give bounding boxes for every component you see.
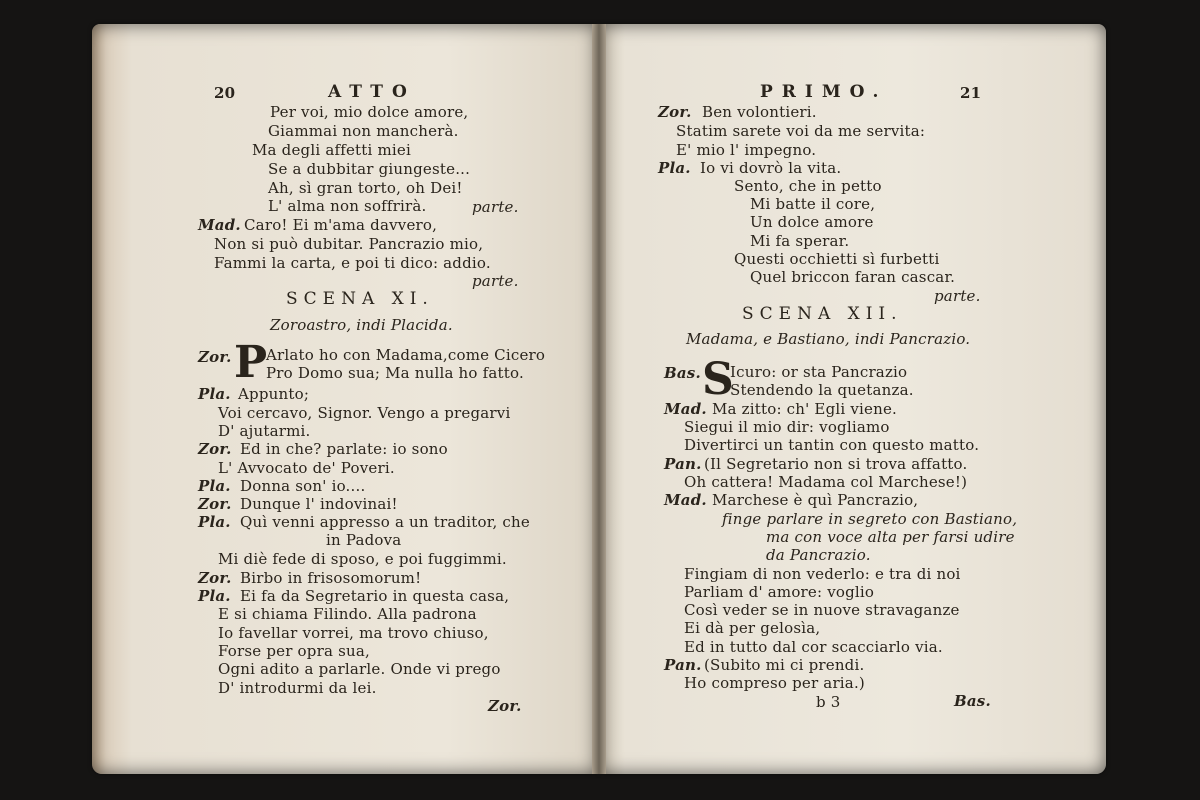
aria-line: Quel briccon faran cascar. xyxy=(750,268,956,286)
dialogue-line: E' mio l' impegno. xyxy=(676,141,817,159)
scene-title-right: SCENA XII. xyxy=(742,304,903,324)
page-number-right: 21 xyxy=(960,84,982,102)
book-gutter xyxy=(592,24,606,774)
speaker-label: Mad. xyxy=(198,216,241,234)
stage-direction: da Pancrazio. xyxy=(766,546,871,564)
signature-mark: b 3 xyxy=(816,693,841,711)
dialogue-line: Io vi dovrò la vita. xyxy=(700,159,842,177)
dialogue-line: L' Avvocato de' Poveri. xyxy=(218,459,395,477)
drop-cap: P xyxy=(234,337,268,388)
verse-line: Ma degli affetti miei xyxy=(252,141,411,159)
speaker-label: Zor. xyxy=(198,348,232,366)
dialogue-line: Io favellar vorrei, ma trovo chiuso, xyxy=(218,624,489,642)
aria-line: Un dolce amore xyxy=(750,213,874,231)
dialogue-line: Divertirci un tantin con questo matto. xyxy=(684,436,980,454)
speaker-label: Mad. xyxy=(664,400,707,418)
dialogue-line: Siegui il mio dir: vogliamo xyxy=(684,418,890,436)
scene-title-left: SCENA XI. xyxy=(286,289,434,309)
speaker-label: Pla. xyxy=(198,477,231,495)
dialogue-line: D' introdurmi da lei. xyxy=(218,679,377,697)
aria-line: Mi fa sperar. xyxy=(750,232,850,250)
catchword-right: Bas. xyxy=(954,692,991,710)
dialogue-line: Pro Domo sua; Ma nulla ho fatto. xyxy=(266,364,524,382)
dialogue-line: Forse per opra sua, xyxy=(218,642,370,660)
speaker-label: Zor. xyxy=(658,103,692,121)
verse-line: Ah, sì gran torto, oh Dei! xyxy=(268,179,463,197)
dialogue-line: Parliam d' amore: voglio xyxy=(684,583,875,601)
scene-subtitle-right: Madama, e Bastiano, indi Pancrazio. xyxy=(686,330,971,348)
dialogue-line: Ho compreso per aria.) xyxy=(684,674,865,692)
dialogue-line: in Padova xyxy=(326,531,402,549)
speaker-label: Pla. xyxy=(658,159,691,177)
dialogue-line: Birbo in frisosomorum! xyxy=(240,569,422,587)
dialogue-line: Ed in che? parlate: io sono xyxy=(240,440,448,458)
speaker-label: Pla. xyxy=(198,587,231,605)
dialogue-line: Donna son' io.... xyxy=(240,477,366,495)
stage-direction-parte: parte. xyxy=(472,198,519,216)
dialogue-line: Oh cattera! Madama col Marchese!) xyxy=(684,473,968,491)
speaker-label: Zor. xyxy=(198,569,232,587)
stage-direction: ma con voce alta per farsi udire xyxy=(766,528,1015,546)
dialogue-line: Fingiam di non vederlo: e tra di noi xyxy=(684,565,961,583)
dialogue-line: Ed in tutto dal cor scacciarlo via. xyxy=(684,638,943,656)
aria-line: Mi batte il core, xyxy=(750,195,876,213)
catchword-left: Zor. xyxy=(488,697,522,715)
dialogue-line: Ogni adito a parlarle. Onde vi prego xyxy=(218,660,501,678)
dialogue-line: Ben volontieri. xyxy=(702,103,817,121)
speaker-label: Zor. xyxy=(198,495,232,513)
dialogue-line: E si chiama Filindo. Alla padrona xyxy=(218,605,477,623)
speaker-label: Mad. xyxy=(664,491,707,509)
dialogue-line: Stendendo la quetanza. xyxy=(730,381,914,399)
stage-direction-parte: parte. xyxy=(472,272,519,290)
scene-subtitle-left: Zoroastro, indi Placida. xyxy=(270,316,453,334)
dialogue-line: D' ajutarmi. xyxy=(218,422,311,440)
running-head-right: PRIMO. xyxy=(760,82,888,102)
dialogue-line: Ma zitto: ch' Egli viene. xyxy=(712,400,897,418)
dialogue-line: Voi cercavo, Signor. Vengo a pregarvi xyxy=(218,404,511,422)
speaker-label: Pan. xyxy=(664,455,702,473)
dialogue-line: Marchese è quì Pancrazio, xyxy=(712,491,919,509)
dialogue-line: (Il Segretario non si trova affatto. xyxy=(704,455,968,473)
speaker-label: Zor. xyxy=(198,440,232,458)
dialogue-line: Statim sarete voi da me servita: xyxy=(676,122,926,140)
dialogue-line: (Subito mi ci prendi. xyxy=(704,656,865,674)
dialogue-line: Ei dà per gelosìa, xyxy=(684,619,821,637)
speaker-label: Pan. xyxy=(664,656,702,674)
dialogue-line: Icuro: or sta Pancrazio xyxy=(730,363,908,381)
verse-line: Se a dubbitar giungeste... xyxy=(268,160,471,178)
verse-line: Fammi la carta, e poi ti dico: addio. xyxy=(214,254,491,272)
stage-direction: finge parlare in segreto con Bastiano, xyxy=(722,510,1018,528)
verse-line: Giammai non mancherà. xyxy=(268,122,459,140)
dialogue-line: Arlato ho con Madama,come Cicero xyxy=(266,346,546,364)
speaker-label: Pla. xyxy=(198,513,231,531)
dialogue-line: Appunto; xyxy=(238,385,310,403)
verse-line: Per voi, mio dolce amore, xyxy=(270,103,469,121)
dialogue-line: Dunque l' indovinai! xyxy=(240,495,398,513)
dialogue-line: Mi diè fede di sposo, e poi fuggimmi. xyxy=(218,550,507,568)
aria-line: Sento, che in petto xyxy=(734,177,882,195)
speaker-label: Bas. xyxy=(664,364,701,382)
dialogue-line: Quì venni appresso a un traditor, che xyxy=(240,513,530,531)
drop-cap: S xyxy=(702,354,734,405)
verse-line: Caro! Ei m'ama davvero, xyxy=(244,216,438,234)
dialogue-line: Così veder se in nuove stravaganze xyxy=(684,601,960,619)
running-head-left: ATTO xyxy=(328,82,416,102)
dialogue-line: Ei fa da Segretario in questa casa, xyxy=(240,587,510,605)
verse-line: Non si può dubitar. Pancrazio mio, xyxy=(214,235,484,253)
aria-line: Questi occhietti sì furbetti xyxy=(734,250,940,268)
speaker-label: Pla. xyxy=(198,385,231,403)
verse-line: L' alma non soffrirà. xyxy=(268,197,427,215)
page-number-left: 20 xyxy=(214,84,236,102)
stage-direction-parte: parte. xyxy=(934,287,981,305)
